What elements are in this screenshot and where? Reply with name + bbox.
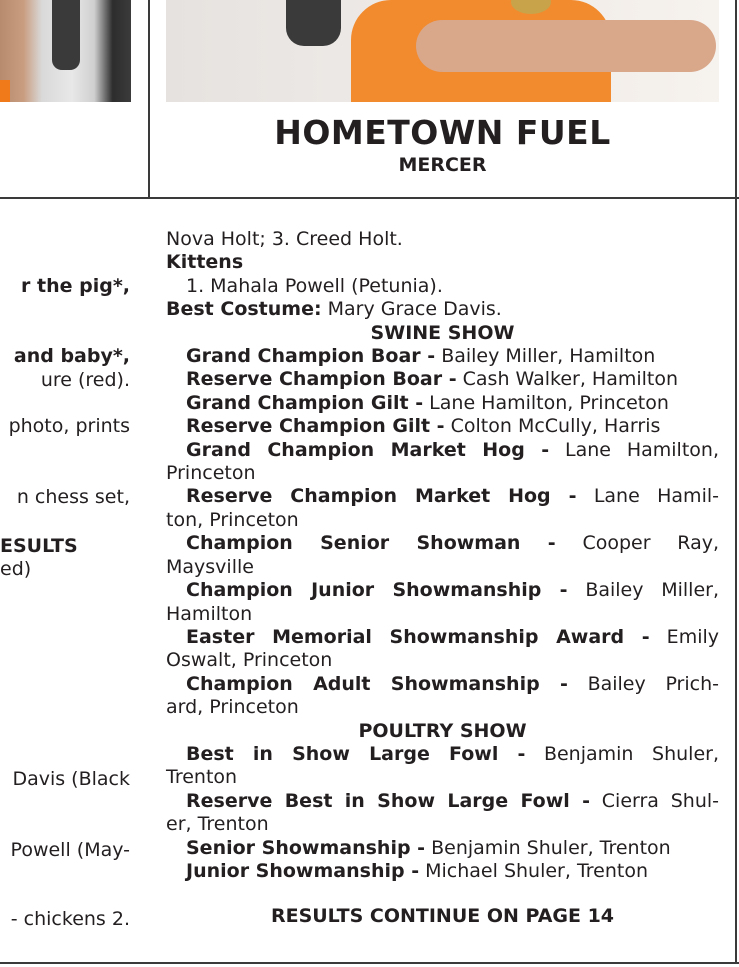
best-costume-value: Mary Grace Davis. [321,298,502,321]
kittens-entry: 1. Mahala Powell (Petunia). [186,274,443,297]
award-winner: Cooper Ray, [555,532,719,555]
award-winner: Bailey Prich- [567,672,719,695]
swine-result [166,345,719,368]
results-column [166,228,719,929]
swine-result [166,392,719,415]
award-winner: Lane Hamilton, Princeton [423,391,669,414]
swine-result-cont: Hamilton [166,602,253,625]
award-label: Reserve Best in Show Large Fowl - [186,789,591,812]
continued-note: RESULTS CONTINUE ON PAGE 14 [270,905,615,928]
award-winner: Colton McCully, Harris [444,415,661,438]
poultry-result [166,743,719,766]
award-label: Reserve Champion Gilt - [186,415,445,438]
swine-result [166,673,719,696]
result-line: Nova Holt; 3. Creed Holt. [166,228,403,250]
award-label: Reserve Champion Market Hog - [186,485,577,508]
poultry-result-cont: er, Trenton [166,813,269,836]
section-divider [0,197,739,199]
left-fragment: ESULTS [0,535,78,557]
left-fragment: Davis (Black [12,768,130,790]
left-fragment: ed) [0,558,32,580]
sponsor-location: MERCER [398,154,487,176]
left-fragment: ure (red). [40,369,130,391]
award-label: Junior Showmanship - [186,859,420,882]
swine-result-cont: ton, Princeton [166,508,299,531]
award-winner: Cierra Shul- [590,789,719,812]
award-label: Champion Junior Showmanship - [186,579,568,602]
poultry-result-cont: Trenton [166,766,238,789]
award-label: Best in Show Large Fowl - [186,742,526,765]
poultry-show-heading: POULTRY SHOW [358,719,527,742]
swine-result [166,579,719,602]
award-winner: Lane Hamil- [576,485,719,508]
photo-sponsor [166,0,719,102]
award-label: Grand Champion Boar - [186,345,436,368]
award-label: Grand Champion Market Hog - [186,438,550,461]
left-fragment: r the pig*, [21,275,130,297]
award-winner: Benjamin Shuler, Trenton [425,836,671,859]
swine-result-cont: Oswalt, Princeton [166,649,333,672]
best-costume-label: Best Costume: [166,298,322,321]
award-label: Reserve Champion Boar - [186,368,457,391]
poultry-result [166,860,719,883]
poultry-result [166,837,719,860]
swine-result [166,532,719,555]
swine-result [166,626,719,649]
award-label: Champion Adult Showmanship - [186,672,568,695]
award-winner: Bailey Miller, Hamilton [435,345,656,368]
award-winner: Emily [649,625,719,648]
left-fragment: photo, prints [8,415,130,437]
award-winner: Lane Hamilton, [549,438,719,461]
award-winner: Michael Shuler, Trenton [419,859,649,882]
page-border-right [735,0,737,964]
award-label: Champion Senior Showman - [186,532,556,555]
sponsor-name: HOMETOWN FUEL [274,113,611,152]
left-fragment: n chess set, [16,486,130,508]
left-fragment: and baby*, [13,345,130,367]
award-winner: Benjamin Shuler, [525,742,720,765]
award-winner: Bailey Miller, [567,579,719,602]
swine-show-heading: SWINE SHOW [370,321,515,344]
award-label: Easter Memorial Showmanship Award - [186,625,650,648]
swine-result-cont: Princeton [166,462,256,485]
photo-left-cropped [0,0,131,102]
page-border-bottom [0,962,739,964]
column-divider [148,0,150,198]
award-winner: Cash Walker, Hamilton [456,368,679,391]
kittens-heading: Kittens [166,251,244,274]
swine-result [166,415,719,438]
left-fragment: Powell (May- [10,839,130,861]
swine-result-cont: ard, Princeton [166,696,299,719]
swine-result [166,439,719,462]
left-fragment: - chickens 2. [10,908,130,930]
best-costume-line [166,298,719,321]
swine-result [166,485,719,508]
award-label: Grand Champion Gilt - [186,391,424,414]
poultry-result [166,790,719,813]
award-label: Senior Showmanship - [186,836,426,859]
swine-result [166,368,719,391]
swine-result-cont: Maysville [166,555,254,578]
